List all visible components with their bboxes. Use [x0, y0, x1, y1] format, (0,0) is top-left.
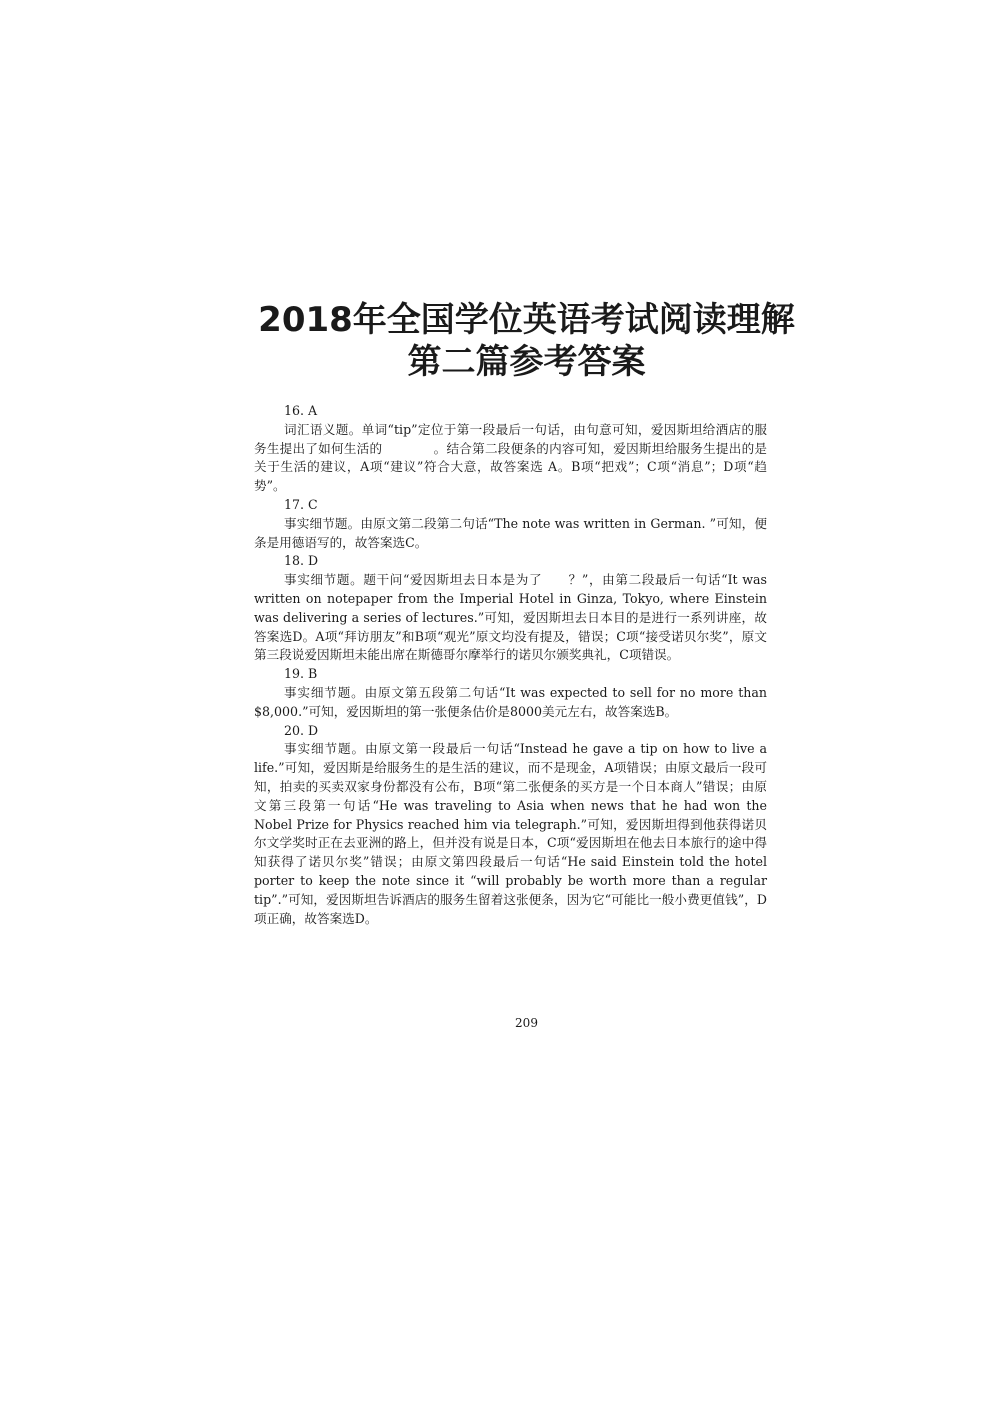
answer-16-explanation: 词汇语义题。单词“tip”定位于第一段最后一句话，由句意可知，爱因斯坦给酒店的服务生提出了如何生活的 。结合第二段便条的内容可知，爱因斯坦给服务生提出的是关于生活的建议，A项“建议”符合大意，故答案选 A。B项“把戏”；C项“消息”；D项“趋势”。	[254, 421, 767, 494]
answer-20-number: 20. D	[284, 722, 319, 738]
page-title-line-2: 第二篇参考答案	[407, 342, 646, 382]
answer-17-number: 17. C	[284, 496, 318, 512]
answer-list	[254, 402, 767, 928]
answer-17-explanation: 事实细节题。由原文第二段第二句话“The note was written in German. ”可知，便条是用德语写的，故答案选C。	[254, 515, 767, 550]
page-number: 209	[515, 1016, 538, 1030]
answer-19-number: 19. B	[284, 666, 318, 682]
answer-18-explanation: 事实细节题。题干问“爱因斯坦去日本是为了 ？”，由第二段最后一句话“It was written on notepaper from the Imperial Hotel in Ginza, Tokyo, where Einstein was delivering a series of lectures.”可知，爱因斯坦去日本目的是进行一系列讲座，故答案选D。A项“拜访朋友”和B项“观光”原文均没有提及，错误；C项“接受诺贝尔奖”，原文第三段说爱因斯坦未能出席在斯德哥尔摩举行的诺贝尔颁奖典礼，C项错误。	[254, 572, 767, 663]
answer-20-explanation: 事实细节题。由原文第一段最后一句话“Instead he gave a tip on how to live a life.”可知，爱因斯是给服务生的是生活的建议，而不是现金，A项错误；由原文最后一段可知，拍卖的买卖双家身份都没有公布，B项“第二张便条的买方是一个日本商人”错误；由原文第三段第一句话“He was traveling to Asia when news that he had won the Nobel Prize for Physics reached him via telegraph.”可知，爱因斯坦得到他获得诺贝尔文学奖时正在去亚洲的路上，但并没有说是日本，C项“爱因斯坦在他去日本旅行的途中得知获得了诺贝尔奖”错误；由原文第四段最后一句话“He said Einstein told the hotel porter to keep the note since it “will probably be worth more than a regular tip”.”可知，爱因斯坦告诉酒店的服务生留着这张便条，因为它“可能比一般小费更值钱”，D项正确，故答案选D。	[254, 741, 767, 926]
answer-18-number: 18. D	[284, 553, 319, 569]
answer-19-explanation: 事实细节题。由原文第五段第二句话“It was expected to sell for no more than $8,000.”可知，爱因斯坦的第一张便条估价是8000美元左右，故答案选B。	[254, 684, 767, 719]
page-title-line-1: 2018年全国学位英语考试阅读理解	[258, 300, 795, 340]
answer-16-number: 16. A	[284, 403, 318, 418]
